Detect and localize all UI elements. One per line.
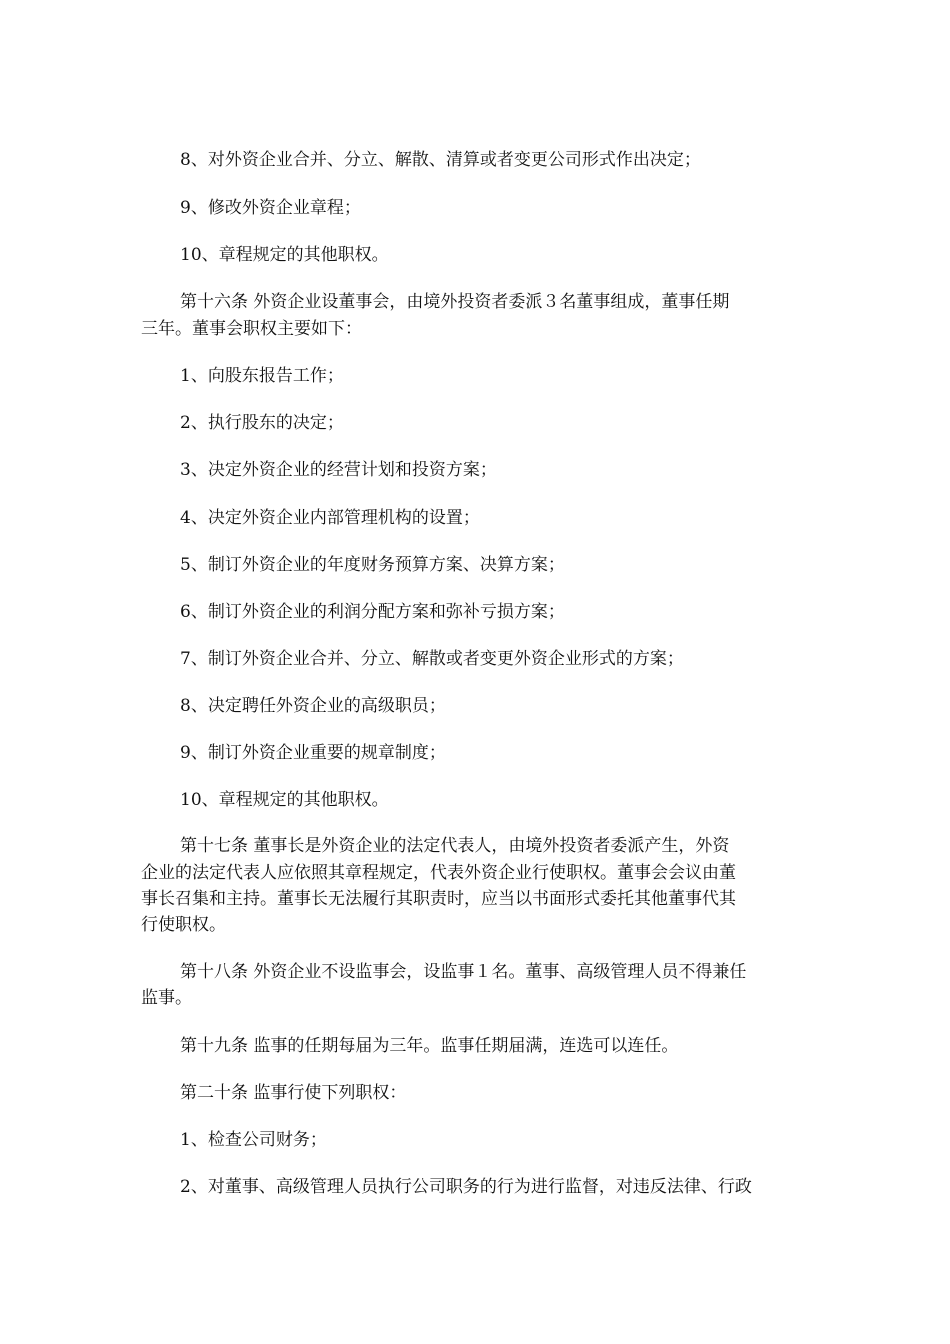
list-item: 2、对董事、高级管理人员执行公司职务的行为进行监督，对违反法律、行政 [180, 1177, 752, 1197]
list-item: 6、制订外资企业的利润分配方案和弥补亏损方案； [180, 602, 565, 622]
list-item: 9、制订外资企业重要的规章制度； [180, 743, 446, 763]
article-17-line-2: 企业的法定代表人应依照其章程规定，代表外资企业行使职权。董事会会议由董 [141, 863, 736, 883]
article-20: 第二十条 监事行使下列职权： [180, 1083, 407, 1103]
article-17-line-4: 行使职权。 [141, 915, 226, 935]
article-17-line-3: 事长召集和主持。董事长无法履行其职责时，应当以书面形式委托其他董事代其 [141, 889, 736, 909]
list-item: 3、决定外资企业的经营计划和投资方案； [180, 460, 497, 480]
list-item: 8、决定聘任外资企业的高级职员； [180, 696, 446, 716]
list-item: 2、执行股东的决定； [180, 413, 344, 433]
article-16-line-2: 三年。董事会职权主要如下： [141, 319, 362, 339]
list-item: 10、章程规定的其他职权。 [180, 245, 389, 265]
list-item: 1、向股东报告工作； [180, 366, 344, 386]
article-17-line-1: 第十七条 董事长是外资企业的法定代表人，由境外投资者委派产生，外资 [180, 836, 730, 856]
list-item: 1、检查公司财务； [180, 1130, 327, 1150]
article-16-line-1: 第十六条 外资企业设董事会，由境外投资者委派３名董事组成，董事任期 [180, 292, 730, 312]
list-item: 7、制订外资企业合并、分立、解散或者变更外资企业形式的方案； [180, 649, 684, 669]
list-item: 4、决定外资企业内部管理机构的设置； [180, 508, 480, 528]
list-item: 10、章程规定的其他职权。 [180, 790, 389, 810]
article-18-line-1: 第十八条 外资企业不设监事会，设监事１名。董事、高级管理人员不得兼任 [180, 962, 747, 982]
article-18-line-2: 监事。 [141, 988, 192, 1008]
article-19: 第十九条 监事的任期每届为三年。监事任期届满，连选可以连任。 [180, 1036, 679, 1056]
list-item: 5、制订外资企业的年度财务预算方案、决算方案； [180, 555, 565, 575]
list-item: 9、修改外资企业章程； [180, 198, 361, 218]
list-item: 8、对外资企业合并、分立、解散、清算或者变更公司形式作出决定； [180, 150, 701, 170]
